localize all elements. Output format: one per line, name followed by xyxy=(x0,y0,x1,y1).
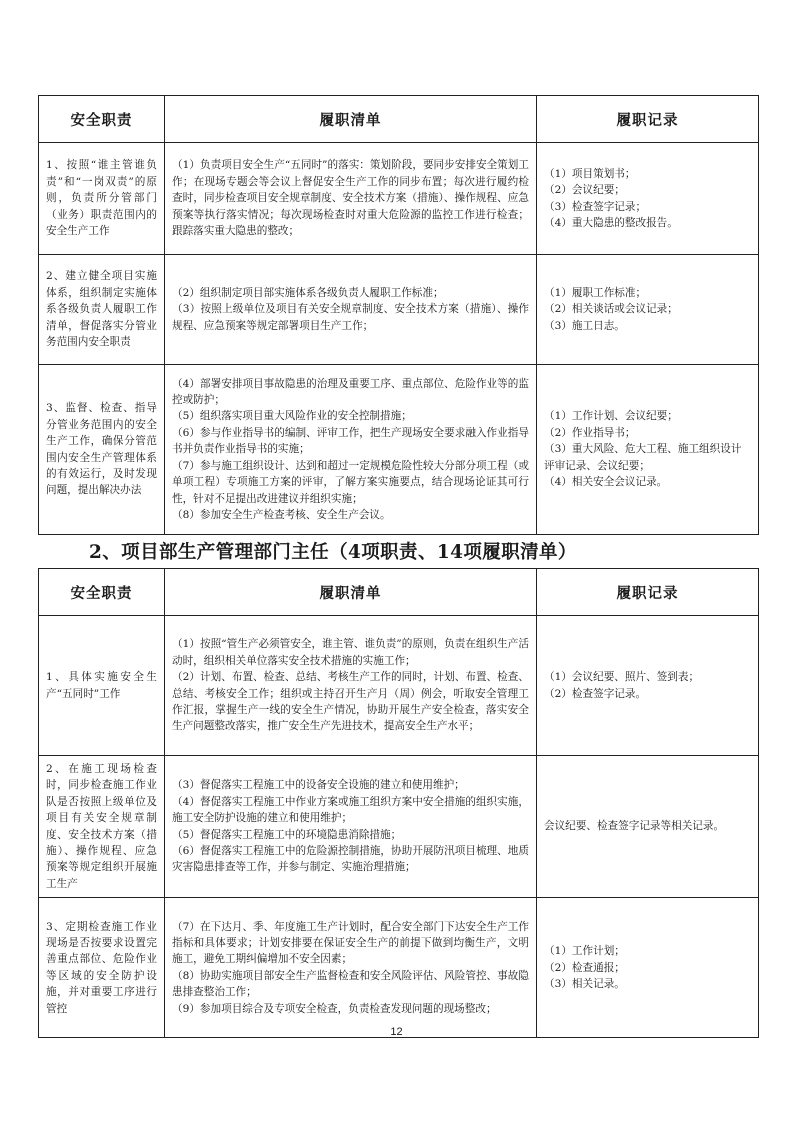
header-tasks: 履职清单 xyxy=(165,96,537,143)
record-item: （1）会议纪要、照片、签到表； xyxy=(544,671,700,684)
records-cell xyxy=(537,365,759,535)
duty-cell: 2、建立健全项目实施体系，组织制定实施体系各级负责人履职工作清单，督促落实分管业务范围内安全职责 xyxy=(39,255,165,365)
records-cell xyxy=(537,756,759,898)
records-cell xyxy=(537,255,759,365)
header-records: 履职记录 xyxy=(537,569,759,616)
table-row xyxy=(39,255,759,365)
tasks-cell xyxy=(165,616,537,756)
table-header-row xyxy=(39,96,759,143)
tasks-cell xyxy=(165,255,537,365)
tasks-cell xyxy=(165,365,537,535)
duty-cell: 3、定期检查施工作业现场是否按要求设置完善重点部位、危险作业等区域的安全防护设施，并对重要工序进行管控 xyxy=(39,898,165,1038)
record-item: （2）作业指导书； xyxy=(544,426,636,439)
records-cell xyxy=(537,898,759,1038)
header-tasks: 履职清单 xyxy=(165,569,537,616)
records-cell xyxy=(537,616,759,756)
header-duty: 安全职责 xyxy=(39,96,165,143)
tasks-cell xyxy=(165,756,537,898)
task-item: （5）督促落实工程施工中的环境隐患消除措施； xyxy=(172,828,402,841)
task-item: （7）参与施工组织设计、达到和超过一定规模危险性较大分部分项工程（或单项工程）专项施工方案的评审，了解方案实施要点，结合现场论证其可行性，针对不足提出改进建议并组织实施； xyxy=(172,459,529,505)
task-item: （2）组织制定项目部实施体系各级负责人履职工作标准； xyxy=(172,286,444,299)
header-records: 履职记录 xyxy=(537,96,759,143)
record-item: （3）相关记录。 xyxy=(544,977,625,990)
task-item: （3）按照上级单位及项目有关安全规章制度、安全技术方案（措施）、操作规程、应急预案等规定部署项目生产工作； xyxy=(172,303,529,332)
record-item: （2）相关谈话或会议记录； xyxy=(544,303,678,316)
records-cell xyxy=(537,143,759,255)
task-item: （6）参与作业指导书的编制、评审工作，把生产现场安全要求融入作业指导书并负责作业指导书的实施； xyxy=(172,426,529,456)
record-item: （1）工作计划； xyxy=(544,945,625,958)
duty-cell: 3、监督、检查、指导分管业务范围内的安全生产工作，确保分管范围内安全生产管理体系的有效运行，及时发现问题，提出解决办法 xyxy=(39,365,165,535)
tasks-cell xyxy=(165,143,537,255)
task-item: （1）负责项目安全生产“五同时”的落实：策划阶段，要同步安排安全策划工作；在现场专题会等会议上督促安全生产工作的同步布置；每次进行履约检查时，同步检查项目安全规章制度、安全技术方案（措施）、操作规程、应急预案等执行落实情况；每次现场检查时对重大危险源的监控工作进行检查；跟踪落实重大隐患的整改； xyxy=(172,159,529,238)
task-item: （6）督促落实工程施工中的危险源控制措施，协助开展防汛项目梳理、地质灾害隐患排查等工作，并参与制定、实施治理措施； xyxy=(172,845,529,874)
table-row xyxy=(39,756,759,898)
table-row xyxy=(39,898,759,1038)
tasks-cell xyxy=(165,898,537,1038)
task-item: （8）参加安全生产检查考核、安全生产会议。 xyxy=(172,508,391,521)
task-item: （8）协助实施项目部安全生产监督检查和安全风险评估、风险管控、事故隐患排查整治工作； xyxy=(172,969,529,999)
record-item: 会议纪要、检查签字记录等相关记录。 xyxy=(544,820,725,833)
record-item: （2）检查签字记录。 xyxy=(544,687,647,700)
table-row xyxy=(39,365,759,535)
duty-table-2 xyxy=(38,568,759,1038)
record-item: （4）相关安全会议记录。 xyxy=(544,476,668,489)
table-row xyxy=(39,616,759,756)
header-duty: 安全职责 xyxy=(39,569,165,616)
record-item: （3）检查签字记录； xyxy=(544,200,647,213)
record-item: （4）重大隐患的整改报告。 xyxy=(544,216,678,229)
task-item: （4）部署安排项目事故隐患的治理及重要工序、重点部位、危险作业等的监控或防护； xyxy=(172,377,529,407)
record-item: （2）检查通报； xyxy=(544,961,625,974)
record-item: （1）项目策划书； xyxy=(544,167,636,180)
table-header-row xyxy=(39,569,759,616)
task-item: （3）督促落实工程施工中的设备安全设施的建立和使用维护； xyxy=(172,779,465,792)
record-item: （2）会议纪要； xyxy=(544,184,625,197)
task-item: （7）在下达月、季、年度施工生产计划时，配合安全部门下达安全生产工作指标和具体要求；计划安排要在保证安全生产的前提下做到均衡生产，文明施工，避免工期纠偏增加不安全因素； xyxy=(172,920,529,966)
page-number: 12 xyxy=(390,1026,403,1038)
task-item: （1）按照“管生产必须管安全，谁主管、谁负责”的原则，负责在组织生产活动时，组织相关单位落实安全技术措施的实施工作； xyxy=(172,638,529,667)
task-item: （5）组织落实项目重大风险作业的安全控制措施； xyxy=(172,410,412,423)
duty-cell: 2、在施工现场检查时，同步检查施工作业队是否按照上级单位及项目有关安全规章制度、安全技术方案（措施）、操作规程、应急预案等规定组织开展施工生产 xyxy=(39,756,165,898)
record-item: （1）工作计划、会议纪要； xyxy=(544,410,678,423)
task-item: （9）参加项目综合及专项安全检查，负责检查发现问题的现场整改； xyxy=(172,1002,497,1015)
duty-cell: 1、按照“谁主管谁负责”和“一岗双责”的原则，负责所分管部门（业务）职责范围内的安全生产工作 xyxy=(39,143,165,255)
task-item: （4）督促落实工程施工中作业方案或施工组织方案中安全措施的组织实施，施工安全防护设施的建立和使用维护； xyxy=(172,795,529,825)
record-item: （3）重大风险、危大工程、施工组织设计评审记录、会议纪要； xyxy=(544,443,742,472)
section-title: 2、项目部生产管理部门主任（4项职责、14项履职清单） xyxy=(89,542,577,563)
task-item: （2）计划、布置、检查、总结、考核生产工作的同时，计划、布置、检查、总结、考核安全工作；组织或主持召开生产月（周）例会，听取安全管理工作汇报，掌握生产一线的安全生产情况，协助开展生产安全检查，落实安全生产问题整改落实，推广安全生产先进技术，提高安全生产水平； xyxy=(172,671,529,733)
table-row xyxy=(39,143,759,255)
record-item: （1）履职工作标准； xyxy=(544,286,647,299)
record-item: （3）施工日志。 xyxy=(544,319,625,332)
duty-cell: 1、具体实施安全生产“五同时”工作 xyxy=(39,616,165,756)
duty-table-1 xyxy=(38,95,759,535)
